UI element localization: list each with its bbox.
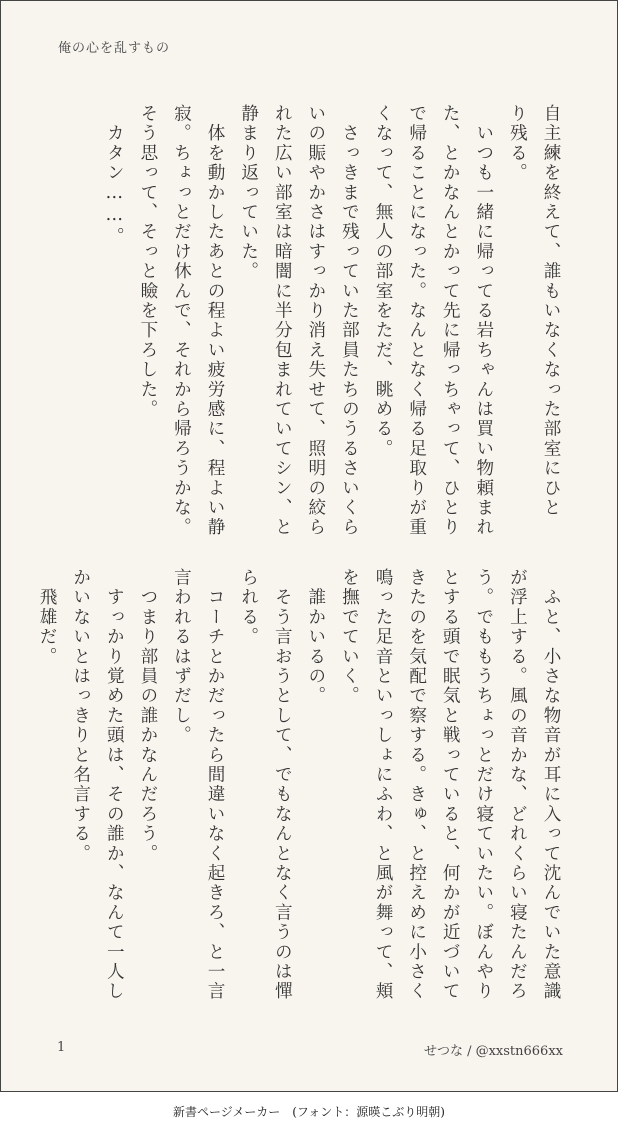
- text-line: り残る。: [507, 104, 528, 183]
- text-line: で帰ることになった。なんとなく帰る足取りが重: [406, 104, 427, 538]
- page-header-title: 俺の心を乱すもの: [58, 41, 171, 56]
- text-line: すっかり覚めた頭は、その誰か、なんて一人し: [104, 568, 125, 1002]
- text-line: 寂。ちょっとだけ休んで、それから帰ろうかな。: [171, 104, 192, 538]
- text-line: そう思って、そっと瞼を下ろした。: [137, 104, 158, 420]
- text-line: つまり部員の誰かなんだろう。: [137, 568, 158, 864]
- text-line: とする頭で眠気と戦っていると、何かが近づいて: [440, 568, 461, 1002]
- text-line: くなって、無人の部室をただ、眺める。: [373, 104, 394, 459]
- text-line: きたのを気配で察する。きゅ、と控えめに小さく: [406, 568, 427, 1002]
- text-line: 飛雄だ。: [37, 568, 58, 667]
- text-line: う。でももうちょっとだけ寝ていたい。ぼんやり: [473, 568, 494, 1002]
- text-line: いの賑やかさはすっかり消え失せて、照明の絞ら: [305, 104, 326, 538]
- text-line: かいないとはっきりと名言する。: [70, 568, 91, 864]
- text-line: 誰かいるの。: [305, 568, 326, 706]
- text-line: られる。: [238, 568, 259, 647]
- text-line: さっきまで残っていた部員たちのうるさいくら: [339, 104, 360, 538]
- text-line: 言われるはずだし。: [171, 568, 192, 746]
- text-line: た、とかなんとかって先に帰っちゃって、ひとり: [440, 104, 461, 538]
- author-credit: せつな / @xxstn666xx: [423, 1044, 563, 1059]
- page-number: 1: [57, 1040, 66, 1055]
- text-line: 鳴った足音といっしょにふわ、と風が舞って、頬: [373, 568, 394, 1002]
- generator-credit: 新書ページメーカー (フォント：源暎こぶり明朝): [173, 1105, 445, 1119]
- text-line: いつも一緒に帰ってる岩ちゃんは買い物頼まれ: [473, 104, 494, 538]
- text-line: ふと、小さな物音が耳に入って沈んでいた意識: [541, 568, 561, 1002]
- text-line: れた広い部室は暗闇に半分包まれていてシン、と: [272, 104, 293, 538]
- text-line: を撫でていく。: [339, 568, 360, 706]
- vertical-text-bottom: [37, 568, 567, 1002]
- text-line: コーチとかだったら間違いなく起きろ、と一言: [205, 568, 226, 1002]
- text-line: 体を動かしたあとの程よい疲労感に、程よい静: [205, 104, 226, 538]
- vertical-text-top: [47, 104, 567, 538]
- text-line: 静まり返っていた。: [238, 104, 259, 282]
- text-line: が浮上する。風の音かな、どれくらい寝たんだろ: [507, 568, 528, 1002]
- text-line: 自主練を終えて、誰もいなくなった部室にひと: [541, 104, 561, 518]
- text-line: カタン……。: [104, 104, 125, 247]
- text-line: そう言おうとして、でもなんとなく言うのは憚: [272, 568, 293, 1002]
